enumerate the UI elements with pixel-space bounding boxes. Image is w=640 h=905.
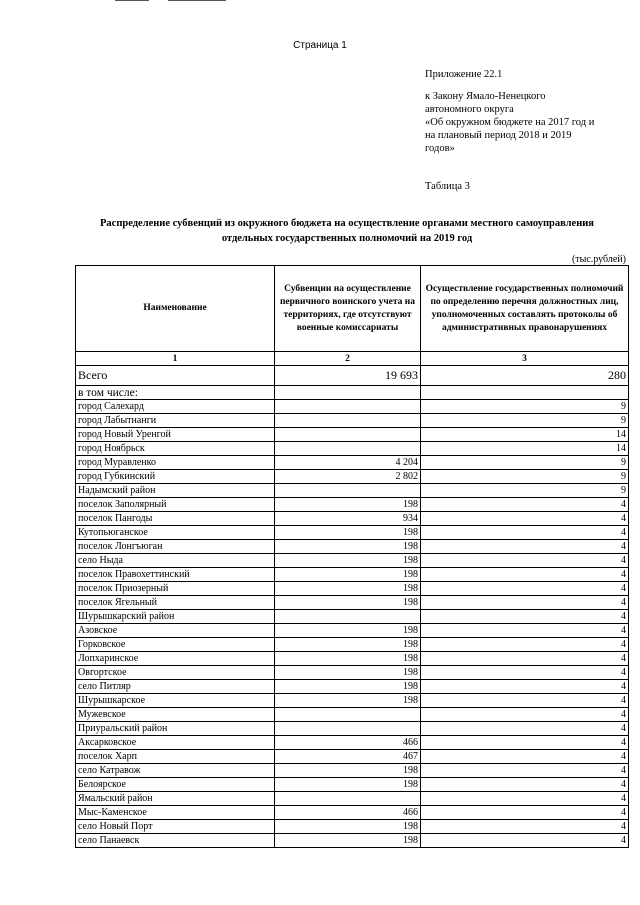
military-registration-value: 198 [275,568,421,582]
admin-offences-value: 9 [421,456,629,470]
military-registration-value [275,610,421,624]
total-value-col2: 19 693 [275,366,421,386]
admin-offences-value: 4 [421,498,629,512]
appendix-line: Приложение 22.1 [425,69,503,80]
column-number-row [76,352,629,366]
municipality-name: город Губкинский [76,470,275,484]
empty-cell [421,386,629,400]
admin-offences-value: 4 [421,820,629,834]
admin-offences-value: 4 [421,624,629,638]
municipality-name: Лопхаринское [76,652,275,666]
header-row [76,266,629,352]
total-label: Всего [76,366,275,386]
admin-offences-value: 9 [421,400,629,414]
admin-offences-value: 4 [421,806,629,820]
admin-offences-value: 4 [421,582,629,596]
including-label: в том числе: [76,386,275,400]
admin-offences-value: 4 [421,736,629,750]
admin-offences-value: 4 [421,540,629,554]
table-row [76,414,629,428]
admin-offences-value: 9 [421,470,629,484]
appendix-line: годов» [425,143,455,154]
municipality-name: Ямальский район [76,792,275,806]
page-label: Страница 1 [293,40,347,51]
table-row [76,652,629,666]
admin-offences-value: 4 [421,652,629,666]
military-registration-value: 467 [275,750,421,764]
municipality-name: город Ноябрьск [76,442,275,456]
table-row [76,400,629,414]
military-registration-value: 198 [275,666,421,680]
municipality-name: поселок Пангоды [76,512,275,526]
municipality-name: Горковское [76,638,275,652]
appendix-line: автономного округа [425,104,514,115]
military-registration-value [275,484,421,498]
municipality-name: поселок Харп [76,750,275,764]
military-registration-value: 4 204 [275,456,421,470]
municipality-name: поселок Заполярный [76,498,275,512]
scan-mark-left [115,0,149,1]
column-number: 2 [275,352,421,366]
table-row [76,638,629,652]
including-row [76,386,629,400]
appendix-line: «Об окружном бюджете на 2017 год и [425,117,595,128]
subsidy-table [75,265,629,848]
admin-offences-value: 4 [421,834,629,848]
appendix-line: к Закону Ямало-Ненецкого [425,91,546,102]
table-row [76,750,629,764]
military-registration-value [275,722,421,736]
admin-offences-value: 4 [421,708,629,722]
municipality-name: город Новый Уренгой [76,428,275,442]
table-row [76,610,629,624]
table-row [76,820,629,834]
military-registration-value [275,792,421,806]
military-registration-value: 198 [275,652,421,666]
admin-offences-value: 4 [421,512,629,526]
table-row [76,526,629,540]
admin-offences-value: 4 [421,694,629,708]
table-row [76,554,629,568]
admin-offences-value: 4 [421,722,629,736]
document-title [72,216,622,246]
admin-offences-value: 4 [421,638,629,652]
table-row [76,666,629,680]
military-registration-value: 198 [275,540,421,554]
municipality-name: село Питляр [76,680,275,694]
admin-offences-value: 4 [421,792,629,806]
military-registration-value: 198 [275,820,421,834]
table-row [76,694,629,708]
admin-offences-value: 9 [421,414,629,428]
scan-mark-right [168,0,226,1]
municipality-name: поселок Приозерный [76,582,275,596]
admin-offences-value: 4 [421,610,629,624]
military-registration-value: 198 [275,764,421,778]
municipality-name: Мыс-Каменское [76,806,275,820]
total-row [76,366,629,386]
military-registration-value: 198 [275,638,421,652]
municipality-name: Азовское [76,624,275,638]
table-row [76,736,629,750]
military-registration-value [275,708,421,722]
units-label: (тыс.рублей) [571,254,626,265]
municipality-name: город Салехард [76,400,275,414]
military-registration-value: 198 [275,498,421,512]
municipality-name: село Катравож [76,764,275,778]
admin-offences-value: 9 [421,484,629,498]
military-registration-value [275,400,421,414]
admin-offences-value: 4 [421,764,629,778]
table-row [76,764,629,778]
municipality-name: Овгортское [76,666,275,680]
total-value-col3: 280 [421,366,629,386]
table-row [76,806,629,820]
municipality-name: Мужевское [76,708,275,722]
municipality-name: Шурышкарское [76,694,275,708]
municipality-name: город Лабытнанги [76,414,275,428]
municipality-name: село Ныда [76,554,275,568]
appendix-line: на плановый период 2018 и 2019 [425,130,572,141]
table-row [76,792,629,806]
municipality-name: Кутопьюганское [76,526,275,540]
title-line: Распределение субвенций из окружного бюджета на осуществление органами местного самоуправления [100,218,594,229]
appendix-block [425,68,635,155]
table-row [76,596,629,610]
table-row [76,442,629,456]
military-registration-value: 934 [275,512,421,526]
military-registration-value [275,414,421,428]
municipality-name: село Панаевск [76,834,275,848]
military-registration-value: 198 [275,526,421,540]
table-row [76,722,629,736]
military-registration-value: 198 [275,694,421,708]
military-registration-value: 198 [275,624,421,638]
table-row [76,512,629,526]
table-row [76,624,629,638]
admin-offences-value: 4 [421,750,629,764]
municipality-name: поселок Лонгъюган [76,540,275,554]
title-line: отдельных государственных полномочий на 2019 год [221,233,473,244]
table-row [76,456,629,470]
table-row [76,680,629,694]
table-row [76,428,629,442]
column-number: 3 [421,352,629,366]
column-number: 1 [76,352,275,366]
table-row [76,498,629,512]
military-registration-value: 198 [275,582,421,596]
military-registration-value: 198 [275,596,421,610]
admin-offences-value: 14 [421,442,629,456]
admin-offences-value: 4 [421,666,629,680]
table-row [76,834,629,848]
military-registration-value [275,428,421,442]
military-registration-value: 198 [275,778,421,792]
admin-offences-value: 4 [421,526,629,540]
table-row [76,568,629,582]
military-registration-value: 2 802 [275,470,421,484]
admin-offences-value: 14 [421,428,629,442]
municipality-name: село Новый Порт [76,820,275,834]
table-row [76,540,629,554]
header-military-registration: Субвенции на осуществление первичного воинского учета на территориях, где отсутствуют военные комиссариаты [275,266,421,352]
table-row [76,484,629,498]
military-registration-value: 198 [275,554,421,568]
municipality-name: Надымский район [76,484,275,498]
military-registration-value: 198 [275,680,421,694]
military-registration-value: 466 [275,806,421,820]
admin-offences-value: 4 [421,778,629,792]
admin-offences-value: 4 [421,596,629,610]
admin-offences-value: 4 [421,568,629,582]
military-registration-value [275,442,421,456]
municipality-name: Приуральский район [76,722,275,736]
municipality-name: Белоярское [76,778,275,792]
municipality-name: поселок Правохеттинский [76,568,275,582]
empty-cell [275,386,421,400]
admin-offences-value: 4 [421,554,629,568]
table-row [76,582,629,596]
header-admin-offences: Осуществление государственных полномочий по определению перечня должностных лиц, уполномоченных составлять протоколы об административных правонарушениях [421,266,629,352]
admin-offences-value: 4 [421,680,629,694]
header-name: Наименование [76,266,275,352]
municipality-name: Аксарковское [76,736,275,750]
municipality-name: город Муравленко [76,456,275,470]
military-registration-value: 198 [275,834,421,848]
military-registration-value: 466 [275,736,421,750]
table-row [76,708,629,722]
municipality-name: Шурышкарский район [76,610,275,624]
municipality-name: поселок Ягельный [76,596,275,610]
table-row [76,778,629,792]
table-number: Таблица 3 [425,181,470,192]
table-row [76,470,629,484]
